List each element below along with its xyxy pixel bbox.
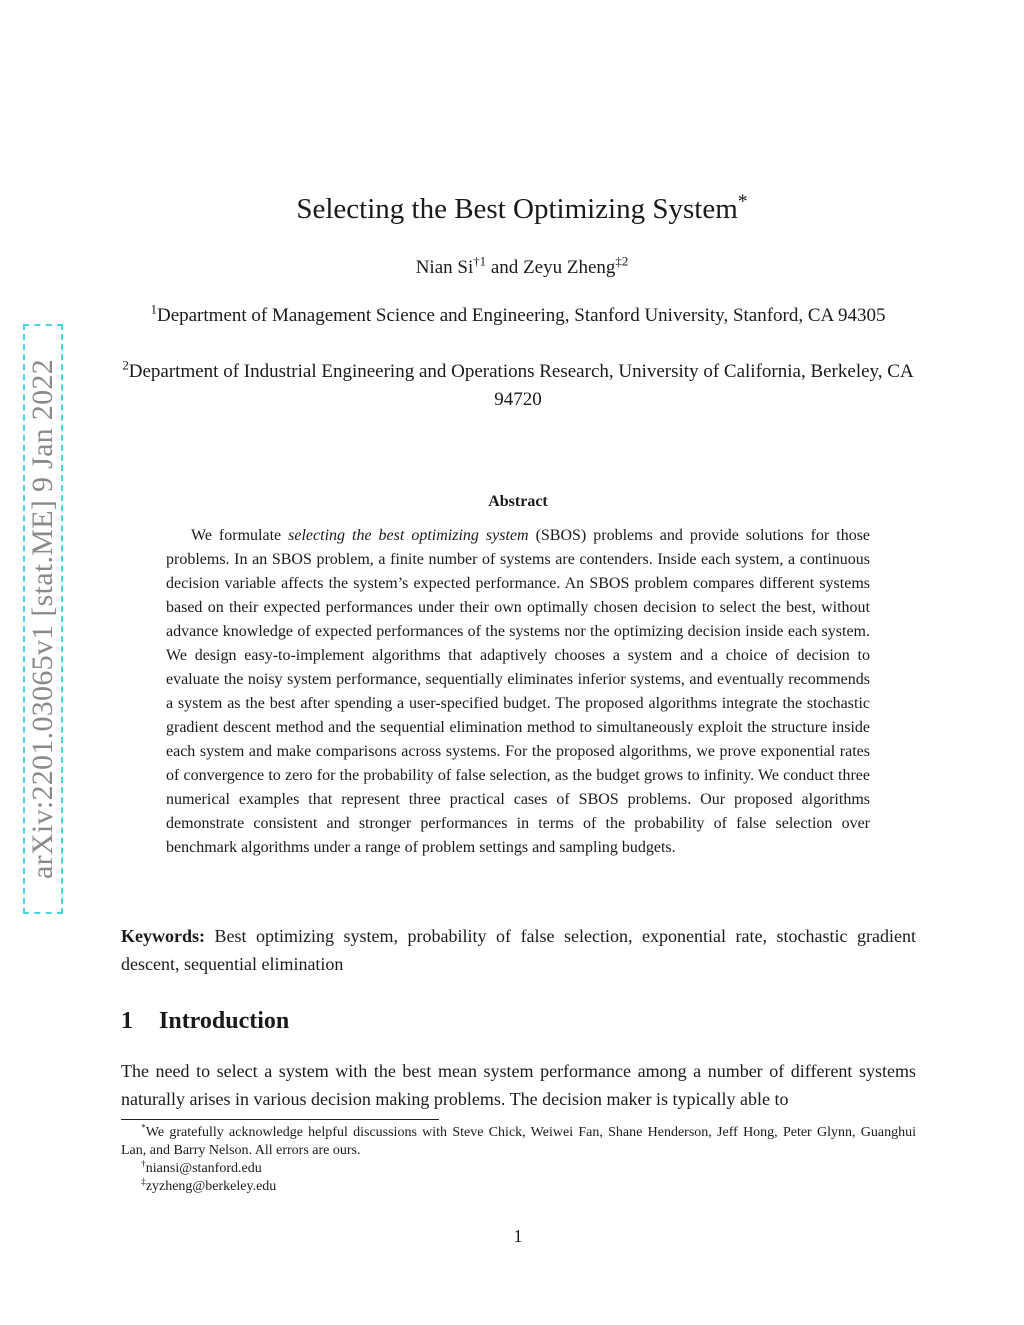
arxiv-stamp bbox=[23, 324, 63, 914]
footnote-mark: ‡ bbox=[141, 1177, 146, 1188]
affiliation-1-mark: 1 bbox=[150, 301, 157, 317]
author-1-marks: †1 bbox=[473, 253, 487, 269]
abstract-emphasis: selecting the best optimizing system bbox=[288, 527, 529, 544]
section-title: Introduction bbox=[159, 1008, 290, 1034]
footnote-email-1 bbox=[121, 1160, 916, 1178]
footnote-mark: † bbox=[141, 1159, 146, 1170]
footnote-divider bbox=[121, 1119, 439, 1120]
affiliation-2-text: Department of Industrial Engineering and Operations Research, University of California, Berkeley, CA 94720 bbox=[128, 361, 914, 410]
affiliation-2 bbox=[120, 358, 916, 414]
affiliation-2-mark: 2 bbox=[122, 357, 129, 373]
author-line bbox=[0, 253, 1024, 279]
footnote-text: We gratefully acknowledge helpful discussions with Steve Chick, Weiwei Fan, Shane Henderson, Jeff Hong, Peter Glynn, Guanghui Lan, and Barry Nelson. All errors are ours. bbox=[121, 1125, 916, 1158]
keywords-label: Keywords: bbox=[121, 926, 205, 946]
author-joiner: and bbox=[490, 257, 519, 278]
affiliation-1-text: Department of Management Science and Engineering, Stanford University, Stanford, CA 94305 bbox=[156, 305, 886, 326]
abstract-text: (SBOS) problems and provide solutions for those problems. In an SBOS problem, a finite number of systems are contenders. Inside each system, a continuous decision variable affects the system’s expected performance. An SBOS problem compares different systems based on their expected performances under their own optimally chosen decision to select the best, without advance knowledge of expected performances of the systems nor the optimizing decision inside each system. We design easy-to-implement algorithms that adaptively chooses a system and a choice of decision to evaluate the noisy system performance, sequentially eliminates inferior systems, and eventually recommends a system as the best after spending a user-specified budget. The proposed algorithms integrate the stochastic gradient descent method and the sequential elimination method to simultaneously exploit the structure inside each system and make comparisons across systems. For the proposed algorithms, we prove exponential rates of convergence to zero for the probability of false selection, as the budget grows to infinity. We conduct three numerical examples that represent three practical cases of SBOS problems. Our proposed algorithms demonstrate consistent and stronger performances in terms of the probability of false selection over benchmark algorithms under a range of problem settings and sampling budgets. bbox=[166, 527, 871, 856]
arxiv-identifier: arXiv:2201.03065v1 [stat.ME] 9 Jan 2022 bbox=[26, 359, 59, 879]
section-heading bbox=[121, 1008, 289, 1035]
abstract-body bbox=[166, 524, 870, 860]
footnote-mark: * bbox=[141, 1123, 146, 1134]
keywords bbox=[121, 923, 916, 978]
page-number: 1 bbox=[513, 1226, 523, 1246]
abstract-heading: Abstract bbox=[488, 493, 548, 510]
author-1-name: Nian Si bbox=[415, 257, 474, 278]
title-footnote-mark: * bbox=[737, 190, 748, 213]
abstract-lead: We formulate bbox=[191, 527, 282, 544]
title-text: Selecting the Best Optimizing System bbox=[296, 193, 738, 225]
section-number: 1 bbox=[121, 1008, 133, 1034]
keywords-text: Best optimizing system, probability of false selection, exponential rate, stochastic gradient descent, sequential elimination bbox=[121, 926, 916, 974]
footnote-text: niansi@stanford.edu bbox=[145, 1161, 262, 1176]
author-2-marks: ‡2 bbox=[615, 253, 629, 269]
footnote-email-2 bbox=[121, 1178, 916, 1196]
footnote-acknowledgment bbox=[121, 1124, 916, 1160]
footnotes bbox=[121, 1124, 916, 1196]
paper-title bbox=[0, 190, 1024, 226]
affiliation-1 bbox=[120, 302, 916, 330]
intro-paragraph: The need to select a system with the best mean system performance among a number of different systems naturally arises in various decision making problems. The decision maker is typically able to bbox=[121, 1061, 916, 1109]
footnote-text: zyzheng@berkeley.edu bbox=[145, 1179, 277, 1194]
author-2-name: Zeyu Zheng bbox=[523, 257, 616, 278]
